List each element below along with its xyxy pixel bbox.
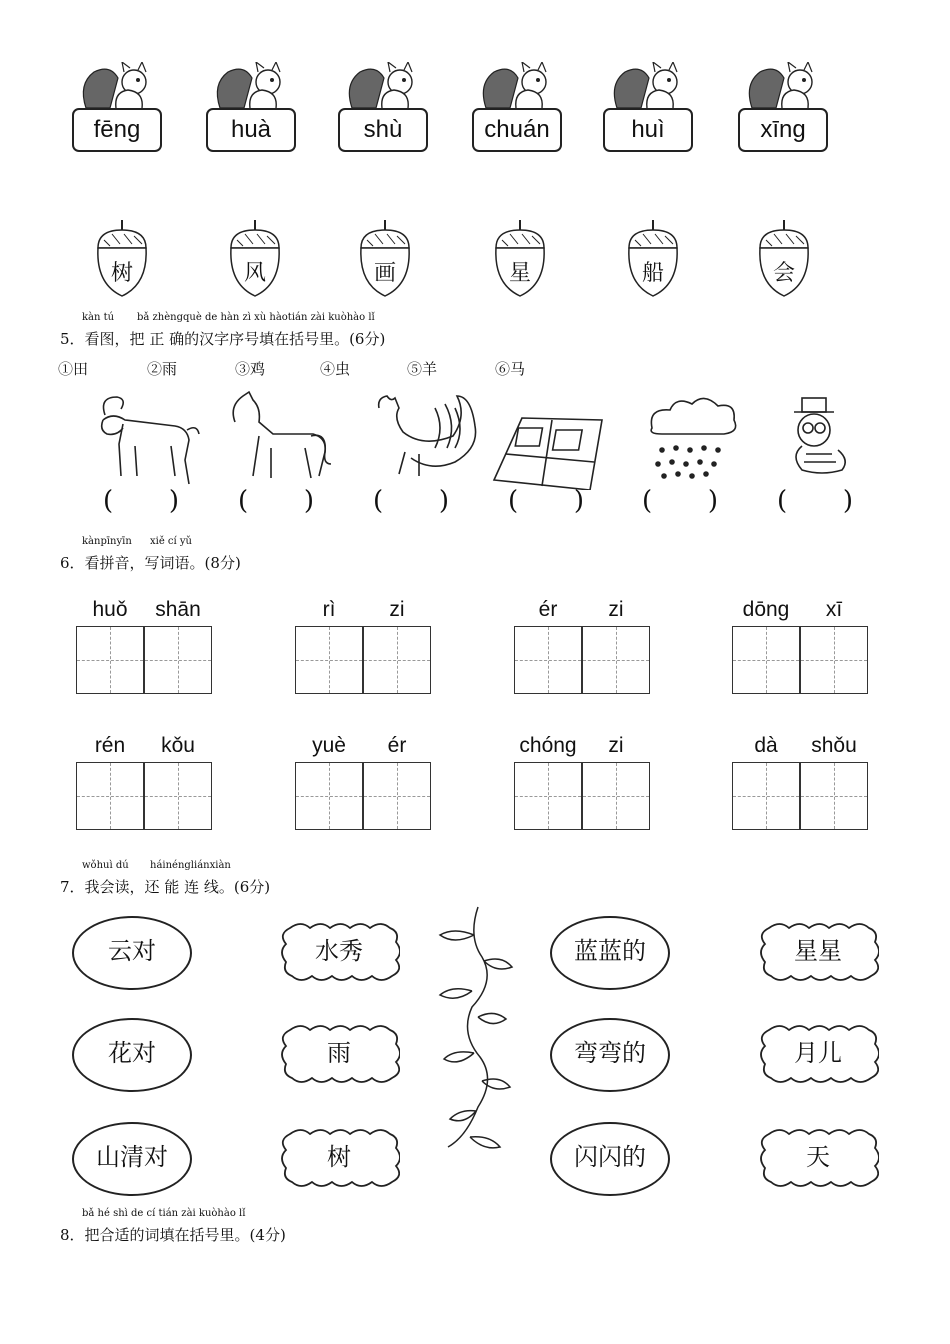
- option-label: ①田: [58, 360, 89, 378]
- tian-grid-box[interactable]: [582, 762, 650, 830]
- pinyin-syllable: zi: [389, 598, 405, 621]
- tian-grid-box[interactable]: [295, 762, 363, 830]
- acorn-character: [355, 218, 415, 300]
- horse-picture: [233, 392, 331, 478]
- squirrel-pinyin-card: [472, 62, 564, 152]
- oval-word-card[interactable]: 花对: [72, 1018, 192, 1092]
- q5-pictures: [0, 380, 950, 490]
- pinyin-syllable: rén: [94, 734, 126, 757]
- pinyin-label: fēng: [72, 108, 162, 152]
- pinyin-syllable: xī: [825, 598, 843, 621]
- goat-picture: [102, 397, 199, 484]
- pinyin-label: huà: [206, 108, 296, 152]
- squirrel-icon: [738, 62, 830, 112]
- squirrel-icon: [603, 62, 695, 112]
- oval-word-card[interactable]: 云对: [72, 916, 192, 990]
- cloud-word-label: 树: [327, 1143, 351, 1171]
- pinyin-syllable: ér: [387, 734, 407, 757]
- squirrel-pinyin-card: [72, 62, 164, 152]
- option-label: ②雨: [147, 360, 178, 378]
- pinyin-label: chuán: [472, 108, 562, 152]
- answer-parentheses[interactable]: ( ): [238, 486, 314, 516]
- pinyin-syllable: shǒu: [811, 734, 857, 757]
- pinyin-label: shù: [338, 108, 428, 152]
- acorn-char-label: 树: [110, 261, 133, 286]
- acorn-char-label: 风: [243, 261, 266, 286]
- pinyin-syllable: kǒu: [161, 734, 195, 757]
- acorn-char-label: 星: [508, 261, 531, 286]
- field-picture: [494, 418, 602, 490]
- answer-parentheses[interactable]: ( ): [373, 486, 449, 516]
- cloud-word-card[interactable]: [278, 1016, 400, 1090]
- acorn-character: [623, 218, 683, 300]
- tian-grid-box[interactable]: [363, 626, 431, 694]
- tian-grid-box[interactable]: [514, 626, 582, 694]
- squirrel-pinyin-card: [738, 62, 830, 152]
- squirrel-pinyin-card: [206, 62, 298, 152]
- oval-word-card[interactable]: 弯弯的: [550, 1018, 670, 1092]
- tian-grid-box[interactable]: [76, 626, 144, 694]
- acorn-character: [92, 218, 152, 300]
- cloud-word-card[interactable]: [278, 914, 400, 988]
- tian-grid-box[interactable]: [76, 762, 144, 830]
- tian-grid-box[interactable]: [295, 626, 363, 694]
- squirrel-icon: [338, 62, 430, 112]
- tian-grid-box[interactable]: [514, 762, 582, 830]
- q6-title: kànpīnyīn xiě cí yǔ 6．看拼音，写词语。(8分): [60, 536, 241, 572]
- acorn-character: [754, 218, 814, 300]
- option-label: ⑥马: [495, 360, 526, 378]
- acorn-char-label: 画: [373, 261, 396, 286]
- pinyin-syllable: rì: [322, 598, 336, 621]
- tian-grid-box[interactable]: [800, 762, 868, 830]
- option-label: ③鸡: [235, 360, 266, 378]
- pinyin-syllable: huǒ: [92, 598, 128, 621]
- rain-cloud-picture: [651, 398, 736, 478]
- pinyin-syllable: yuè: [312, 734, 346, 757]
- cloud-word-label: 星星: [794, 937, 842, 965]
- cloud-word-card[interactable]: [757, 1120, 879, 1194]
- insect-picture: [794, 398, 845, 473]
- tian-grid-box[interactable]: [732, 626, 800, 694]
- oval-word-card[interactable]: 闪闪的: [550, 1122, 670, 1196]
- acorn-character: [225, 218, 285, 300]
- rooster-picture: [379, 396, 476, 476]
- squirrel-pinyin-card: [338, 62, 430, 152]
- q7-title: wǒhuì dú háinéngliánxiàn 7．我会读，还 能 连 线。(6分): [60, 860, 271, 896]
- tian-grid-box[interactable]: [582, 626, 650, 694]
- pinyin-label: huì: [603, 108, 693, 152]
- cloud-word-card[interactable]: [757, 1016, 879, 1090]
- tian-grid-box[interactable]: [144, 626, 212, 694]
- pinyin-syllable: zi: [608, 598, 624, 621]
- pinyin-syllable: ér: [538, 598, 558, 621]
- q5-title: kàn tú bǎ zhèngquè de hàn zì xù hàotián zài kuòhào lǐ 5．看图，把 正 确的汉字序号填在括号里。(6分): [60, 312, 386, 348]
- tian-grid-box[interactable]: [732, 762, 800, 830]
- oval-word-card[interactable]: 蓝蓝的: [550, 916, 670, 990]
- squirrel-pinyin-card: [603, 62, 695, 152]
- pinyin-syllable: shān: [155, 598, 201, 621]
- squirrel-icon: [472, 62, 564, 112]
- option-label: ⑤羊: [407, 360, 438, 378]
- answer-parentheses[interactable]: ( ): [508, 486, 584, 516]
- cloud-word-card[interactable]: [278, 1120, 400, 1194]
- tian-grid-box[interactable]: [363, 762, 431, 830]
- squirrel-icon: [72, 62, 164, 112]
- acorn-character: [490, 218, 550, 300]
- pinyin-label: xīng: [738, 108, 828, 152]
- answer-parentheses[interactable]: ( ): [777, 486, 853, 516]
- acorn-char-label: 会: [772, 261, 795, 286]
- oval-word-card[interactable]: 山清对: [72, 1122, 192, 1196]
- pinyin-syllable: chóng: [519, 734, 577, 757]
- pinyin-syllable: dōng: [742, 598, 790, 621]
- pinyin-syllable: zi: [608, 734, 624, 757]
- cloud-word-label: 水秀: [315, 937, 363, 965]
- cloud-word-label: 雨: [327, 1039, 351, 1067]
- acorn-char-label: 船: [641, 261, 664, 286]
- option-label: ④虫: [320, 360, 351, 378]
- cloud-word-label: 月儿: [794, 1039, 842, 1067]
- cloud-word-card[interactable]: [757, 914, 879, 988]
- vine-picture: [430, 905, 520, 1195]
- answer-parentheses[interactable]: ( ): [103, 486, 179, 516]
- tian-grid-box[interactable]: [800, 626, 868, 694]
- q8-title: bǎ hé shì de cí tián zài kuòhào lǐ 8．把合适的词填在括号里。(4分): [60, 1208, 286, 1244]
- squirrel-icon: [206, 62, 298, 112]
- cloud-word-label: 天: [806, 1143, 830, 1171]
- pinyin-syllable: dà: [754, 734, 778, 757]
- tian-grid-box[interactable]: [144, 762, 212, 830]
- answer-parentheses[interactable]: ( ): [642, 486, 718, 516]
